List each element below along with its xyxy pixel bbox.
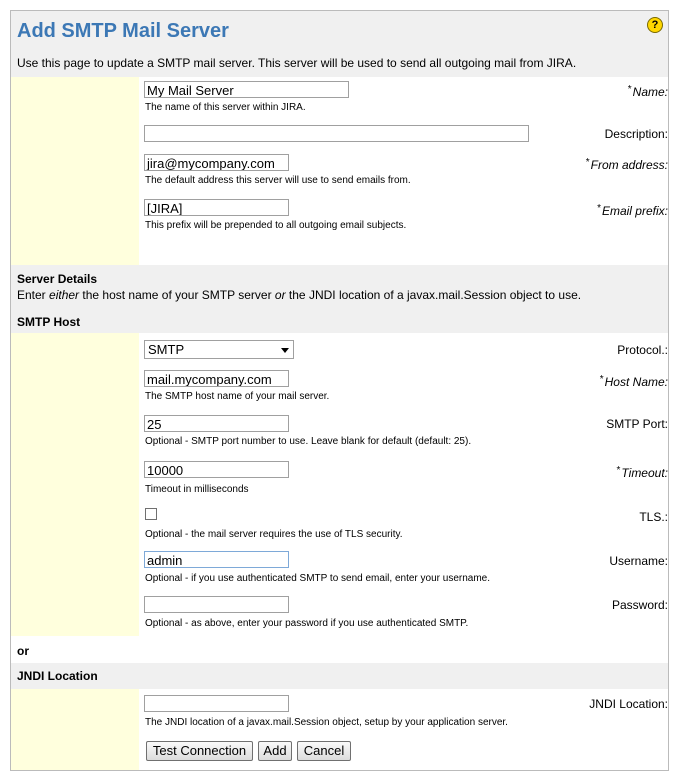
- page-frame: [10, 10, 669, 771]
- jndi-heading: JNDI Location: [17, 669, 98, 683]
- page-title: Add SMTP Mail Server: [17, 20, 229, 42]
- timeout-hint: Timeout in milliseconds: [145, 484, 249, 495]
- smtp-label-column: [11, 333, 139, 636]
- host-name-input[interactable]: mail.mycompany.com: [144, 370, 289, 387]
- email-prefix-input[interactable]: [JIRA]: [144, 199, 289, 216]
- jndi-label-column: [11, 689, 139, 770]
- cancel-button[interactable]: Cancel: [297, 741, 351, 761]
- help-icon[interactable]: ?: [647, 17, 663, 33]
- server-details-description: Enter either the host name of your SMTP server or the JNDI location of a javax.mail.Session object to use.: [17, 288, 582, 302]
- page-intro: Use this page to update a SMTP mail server. This server will be used to send all outgoing mail from JIRA.: [17, 56, 577, 70]
- email-prefix-hint: This prefix will be prepended to all outgoing email subjects.: [145, 220, 407, 231]
- from-address-hint: The default address this server will use to send emails from.: [145, 175, 411, 186]
- label-column: [11, 77, 139, 265]
- jndi-location-input[interactable]: [144, 695, 289, 712]
- protocol-select[interactable]: SMTP: [144, 340, 294, 359]
- password-input[interactable]: [144, 596, 289, 613]
- username-label: Username:: [609, 554, 668, 568]
- username-hint: Optional - if you use authenticated SMTP to send email, enter your username.: [145, 573, 490, 584]
- smtp-port-hint: Optional - SMTP port number to use. Leave blank for default (default: 25).: [145, 436, 472, 447]
- page-header: [11, 11, 668, 77]
- protocol-label: Protocol.:: [617, 343, 668, 357]
- name-label: *Name:: [627, 84, 668, 99]
- timeout-input[interactable]: 10000: [144, 461, 289, 478]
- username-input[interactable]: admin: [144, 551, 289, 568]
- smtp-host-heading: SMTP Host: [17, 315, 81, 329]
- server-details-heading: Server Details: [17, 272, 98, 286]
- password-hint: Optional - as above, enter your password if you use authenticated SMTP.: [145, 618, 469, 629]
- smtp-port-input[interactable]: 25: [144, 415, 289, 432]
- name-input[interactable]: My Mail Server: [144, 81, 349, 98]
- host-name-label: *Host Name:: [599, 374, 668, 389]
- or-separator: or: [17, 644, 29, 658]
- jndi-section: [11, 663, 668, 689]
- name-hint: The name of this server within JIRA.: [145, 102, 306, 113]
- email-prefix-label: *Email prefix:: [597, 203, 668, 218]
- test-connection-button[interactable]: Test Connection: [146, 741, 253, 761]
- tls-label: TLS.:: [639, 510, 668, 524]
- from-address-input[interactable]: jira@mycompany.com: [144, 154, 289, 171]
- tls-checkbox[interactable]: [145, 508, 157, 520]
- add-button[interactable]: Add: [258, 741, 292, 761]
- description-input[interactable]: [144, 125, 529, 142]
- password-label: Password:: [611, 598, 668, 612]
- jndi-location-hint: The JNDI location of a javax.mail.Session object, setup by your application server.: [145, 717, 508, 728]
- from-address-label: *From address:: [585, 157, 668, 172]
- smtp-port-label: SMTP Port:: [606, 417, 668, 431]
- chevron-down-icon: [281, 348, 289, 353]
- host-name-hint: The SMTP host name of your mail server.: [145, 391, 330, 402]
- server-details-section: [11, 265, 668, 333]
- tls-hint: Optional - the mail server requires the use of TLS security.: [145, 529, 403, 540]
- timeout-label: *Timeout:: [616, 465, 668, 480]
- description-label: Description:: [604, 127, 668, 141]
- jndi-location-label: JNDI Location:: [589, 697, 668, 711]
